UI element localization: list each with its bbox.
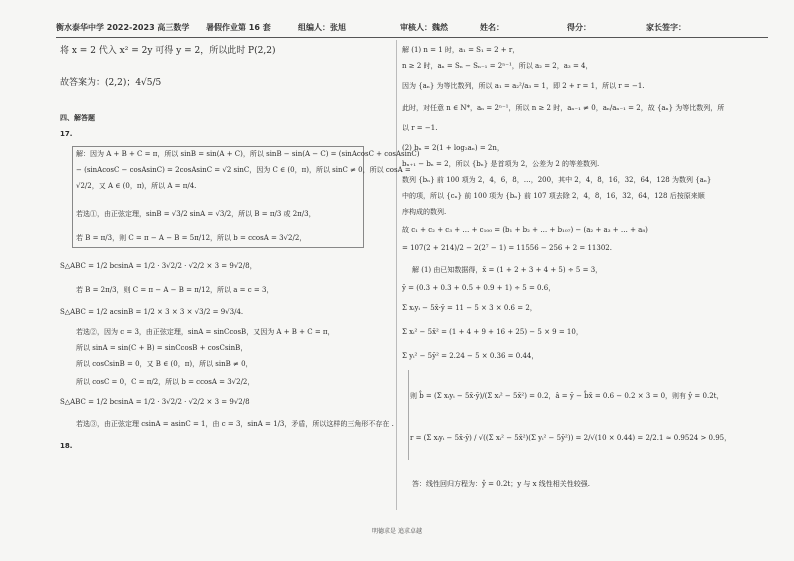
school-title: 衡水泰华中学 2022-2023 高三数学 [56,23,190,32]
solution-line: 所以 cosC = 0，C = π/2，所以 b = ccosA = 3√2/2， [76,378,255,386]
solution-line: Σ yᵢ² − 5ȳ² = 2.24 − 5 × 0.36 = 0.44， [402,352,539,360]
solution-line: 解：因为 A + B + C = π，所以 sinB = sin(A + C)，所以 sinB − sin(A − C) = (sinAcosC + cosAsinC) [76,150,420,158]
compiler-field: 组编人：张旭 [298,23,346,32]
page-footer-motto: 明德求是 追求卓越 [372,528,422,535]
solution-line: = 107(2 + 214)/2 − 2(2⁷ − 1) = 11556 − 256 + 2 = 11302. [402,244,612,252]
solution-line: 解 (1) 由已知数据得，x̄ = (1 + 2 + 3 + 4 + 5) ÷ 5 = 3， [412,266,603,274]
solution-line: 若选①，由正弦定理，sinB = √3/2 sinA = √3/2，所以 B = π/3 或 2π/3， [76,210,316,218]
solution-line: 数列 {bₙ} 前 100 项为 2，4，6，8，…，200，其中 2，4，8，16，32，64，128 为数列 {aₙ} [402,176,712,184]
solution-line: Σ xᵢyᵢ − 5x̄·ȳ = 11 − 5 × 3 × 0.6 = 2， [402,304,537,312]
solution-line: √2/2，又 A ∈ (0，π)，所以 A = π/4. [76,182,197,190]
section-heading: 四、解答题 [60,114,95,122]
page-header [56,22,756,36]
score-field: 得分： [567,23,591,32]
solution-line: 解 (1) n = 1 时，a₁ = S₁ = 2 + r， [402,46,520,54]
solution-line: bₙ₊₁ − bₙ = 2，所以 {bₙ} 是首项为 2，公差为 2 的等差数列. [402,160,600,168]
line-answer: 故答案为：(2,2)；4√5/5 [60,78,162,88]
question-17-number: 17. [60,130,73,138]
solution-line: Σ xᵢ² − 5x̄² = (1 + 4 + 9 + 16 + 25) − 5 × 9 = 10， [402,328,583,336]
solution-line: 此时，对任意 n ∈ N*，aₙ = 2ⁿ⁻¹，所以 n ≥ 2 时，aₙ₋₁ ≠ 0，aₙ/aₙ₋₁ = 2，故 {aₙ} 为等比数列，所 [402,104,725,112]
solution-line: r = (Σ xᵢyᵢ − 5x̄·ȳ) / √((Σ xᵢ² − 5x̄²)(Σ yᵢ² − 5ȳ²)) = 2/√(10 × 0.44) = 2/2.1 ≈ 0.9524 > 0.95， [410,434,732,442]
solution-line: 故 c₁ + c₂ + c₃ + … + c₁₀₀ = (b₁ + b₂ + … + b₁₀₇) − (a₂ + a₃ + … + a₈) [402,226,648,234]
solution-line: 以 r = −1. [402,124,438,132]
solution-line: − (sinAcosC − cosAsinC) = 2cosAsinC = √2 sinC，因为 C ∈ (0，π)，所以 sinC ≠ 0，所以 cosA = [76,166,411,174]
name-field: 姓名： [480,23,504,32]
solution-line: 序构成的数列. [402,208,447,216]
solution-line: 若选②，因为 c = 3，由正弦定理，sinA = sinCcosB，又因为 A + B + C = π， [76,328,335,336]
solution-line: 若选③，由正弦定理 csinA = asinC = 1，由 c = 3，sinA = 1/3，矛盾，所以这样的三角形不存在 . [76,420,394,428]
question-18-number: 18. [60,442,73,450]
reviewer-field: 审核人：魏然 [400,23,448,32]
right-column [400,40,770,500]
solution-line: 答：线性回归方程为：ŷ = 0.2t；y 与 x 线性相关性较强. [412,480,591,488]
solution-line: n ≥ 2 时，aₙ = Sₙ − Sₙ₋₁ = 2ⁿ⁻¹，所以 a₂ = 2，a₃ = 4， [402,62,593,70]
solution-line: 所以 sinA = sin(C + B) = sinCcosB + cosCsinB， [76,344,248,352]
solution-line: S△ABC = 1/2 bcsinA = 1/2 · 3√2/2 · √2/2 × 3 = 9√2/8， [60,262,257,270]
solution-line: 则 b̂ = (Σ xᵢyᵢ − 5x̄·ȳ)/(Σ xᵢ² − 5x̄²) = 0.2，â = ȳ − b̂x̄ = 0.6 − 0.2 × 3 = 0，则有 ŷ = 0.2t， [410,392,724,400]
solution-line: ȳ = (0.3 + 0.3 + 0.5 + 0.9 + 1) ÷ 5 = 0.6， [402,284,556,292]
parent-signature-field: 家长签字： [646,23,686,32]
solution-line: 因为 {aₙ} 为等比数列，所以 a₁ = a₂²/a₃ = 1，即 2 + r = 1，所以 r = −1. [402,82,645,90]
line-substitute: 将 x = 2 代入 x² = 2y 可得 y = 2，所以此时 P(2,2) [60,46,276,56]
solution-line: 若 B = 2π/3，则 C = π − A − B = π/12，所以 a = c = 3， [76,286,274,294]
solution-line: 若 B = π/3，则 C = π − A − B = 5π/12，所以 b = ccosA = 3√2/2， [76,234,307,242]
solution-line: 中的项，所以 {cₙ} 前 100 项为 {bₙ} 前 107 项去除 2，4，8，16，32，64，128 后按原来顺 [402,192,705,200]
solution-line: S△ABC = 1/2 bcsinA = 1/2 · 3√2/2 · √2/2 × 3 = 9√2/8 [60,398,250,406]
header-rule [56,37,768,38]
solution-line: S△ABC = 1/2 acsinB = 1/2 × 3 × 3 × √3/2 = 9√3/4. [60,308,244,316]
column-divider [396,40,397,510]
solution-line: (2) bₙ = 2(1 + log₂aₙ) = 2n， [402,144,504,152]
homework-title: 暑假作业第 16 套 [206,23,271,32]
solution-line: 所以 cosCsinB = 0，又 B ∈ (0，π)，所以 sinB ≠ 0， [76,360,253,368]
